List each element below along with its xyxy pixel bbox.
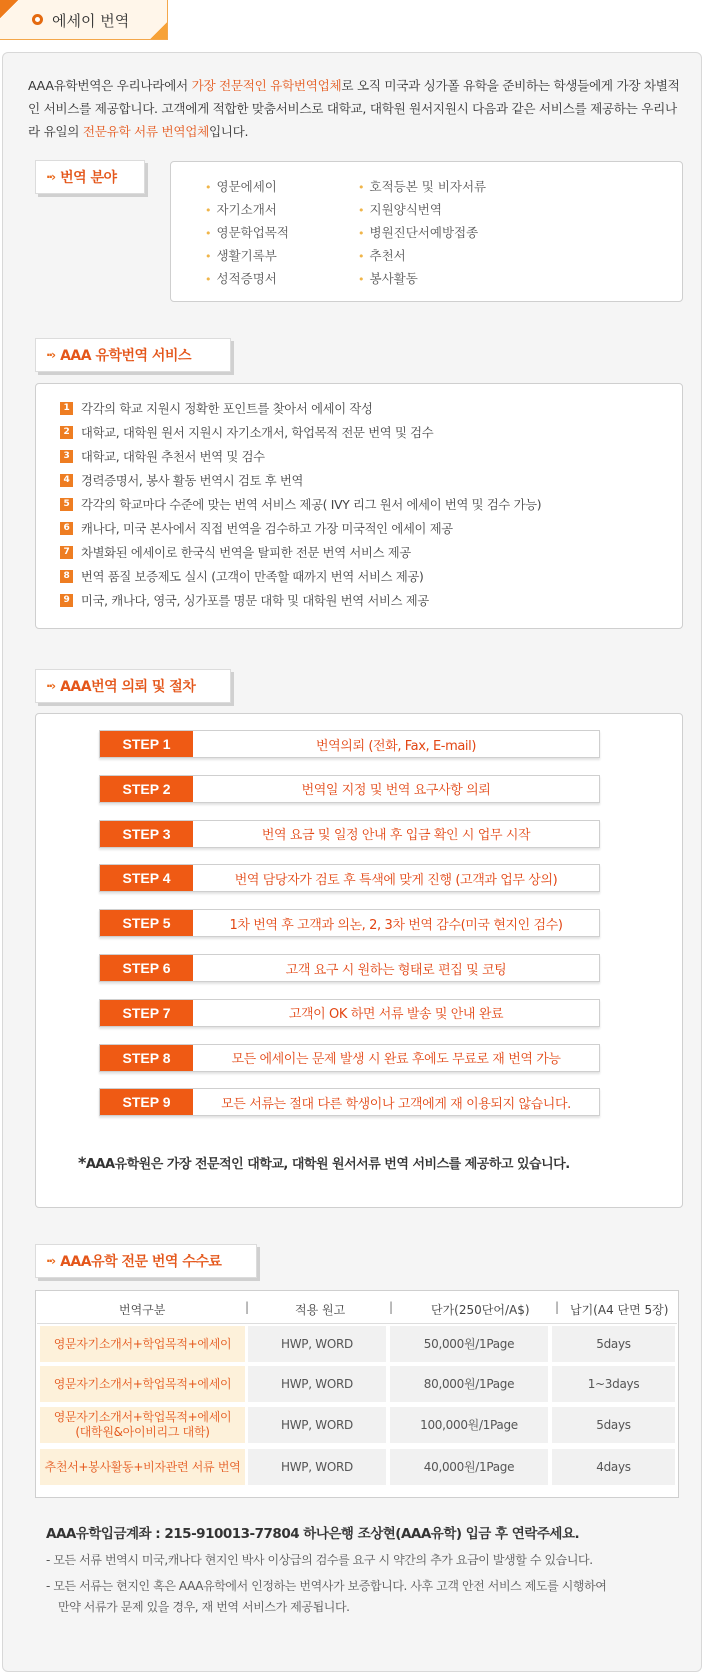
fee-cell-name — [40, 1366, 245, 1402]
step-text: 번역일 지정 및 번역 요구사항 의뢰 — [301, 783, 491, 799]
intro-text-2: 로 오직 미국과 싱가폴 유학을 준비하는 학생들에게 가장 차별적인 서비스를 제공합니다. 고객에게 적합한 맞춤서비스로 대학교, 대학원 원서지원시 다음과 같은 서비스를 제공하는 우리나라 유일의 — [28, 78, 680, 139]
fee-cell-price: 80,000원/1Page — [390, 1366, 548, 1402]
field-item: • 자기소개서 — [205, 199, 289, 222]
field-item: • 지원양식번역 — [358, 199, 486, 222]
step-row — [99, 1044, 600, 1072]
services-list — [60, 396, 541, 612]
service-item — [60, 516, 541, 540]
double-arrow-icon: ··› — [46, 1254, 55, 1268]
field-item: • 영문에세이 — [205, 176, 289, 199]
step-text: 고객이 OK 하면 서류 발송 및 안내 완료 — [288, 1007, 504, 1023]
step-row — [99, 775, 600, 803]
step-label: STEP 5 — [100, 910, 193, 936]
step-row — [99, 999, 600, 1027]
step-label: STEP 1 — [100, 731, 193, 757]
fee-cell-price: 50,000원/1Page — [390, 1326, 548, 1362]
services-section-label: AAA 유학번역 서비스 — [60, 348, 191, 364]
field-item: • 영문학업목적 — [205, 222, 289, 245]
fields-section-label: 번역 분야 — [60, 170, 117, 186]
service-text: 각각의 학교마다 수준에 맞는 번역 서비스 제공( IVY 리그 원서 에세이 번역 및 검수 가능) — [81, 498, 542, 512]
step-row — [99, 1088, 600, 1116]
procedure-note — [78, 1153, 570, 1172]
step-text: 1차 번역 후 고객과 의논, 2, 3차 번역 감수(미국 현지인 검수) — [229, 917, 563, 933]
step-row — [99, 820, 600, 848]
step-row — [99, 909, 600, 937]
step-row — [99, 730, 600, 758]
fees-section-label: AAA유학 전문 번역 수수료 — [60, 1254, 222, 1270]
double-arrow-icon: ··› — [46, 348, 55, 362]
service-text: 캐나다, 미국 본사에서 직접 번역을 검수하고 가장 미국적인 에세이 제공 — [81, 522, 453, 536]
fee-cell-name — [40, 1449, 245, 1485]
step-label: STEP 4 — [100, 865, 193, 891]
service-text: 각각의 학교 지원시 정확한 포인트를 찾아서 에세이 작성 — [81, 402, 373, 416]
number-badge-icon: 6 — [60, 522, 73, 535]
service-item — [60, 492, 541, 516]
field-item: • 생활기록부 — [205, 245, 289, 268]
step-text: 번역의뢰 (전화, Fax, E-mail) — [315, 738, 477, 754]
fee-cell-name — [40, 1407, 245, 1443]
fee-cell-due: 5days — [552, 1407, 675, 1443]
service-item — [60, 588, 541, 612]
bank-account-info: AAA유학입금계좌 : 215-910013-77804 하나은행 조상현(AAA유학) 입금 후 연락주세요. — [46, 1526, 580, 1542]
fee-cell-doc: HWP, WORD — [248, 1366, 386, 1402]
service-text: 경력증명서, 봉사 활동 번역시 검토 후 번역 — [81, 474, 304, 488]
intro-text-1: AAA유학번역은 우리나라에서 — [28, 78, 192, 93]
step-text: 모든 에세이는 문제 발생 시 완료 후에도 무료로 재 번역 가능 — [231, 1052, 561, 1068]
fees-table-header — [37, 1292, 677, 1324]
number-badge-icon: 3 — [60, 450, 73, 463]
step-row — [99, 954, 600, 982]
service-text: 미국, 캐나다, 영국, 싱가포를 명문 대학 및 대학원 번역 서비스 제공 — [81, 594, 429, 608]
fee-service-subname: (대학원&아이비리그 대학) — [75, 1425, 210, 1439]
header-category: 번역구분 — [119, 1303, 166, 1317]
number-badge-icon: 8 — [60, 570, 73, 583]
header-separator: | — [389, 1300, 394, 1314]
header-delivery: 납기(A4 단면 5장) — [570, 1303, 669, 1317]
fee-cell-price: 40,000원/1Page — [390, 1449, 548, 1485]
service-item — [60, 420, 541, 444]
step-label: STEP 7 — [100, 1000, 193, 1026]
fields-column-2 — [358, 176, 486, 291]
fee-service-name: 영문자기소개서+학업목적+에세이 — [53, 1376, 232, 1391]
step-label: STEP 8 — [100, 1045, 193, 1071]
header-tab — [0, 0, 168, 40]
fees-section-tab — [35, 1244, 257, 1278]
field-item: • 성적증명서 — [205, 268, 289, 291]
service-item — [60, 468, 541, 492]
number-badge-icon: 7 — [60, 546, 73, 559]
step-label: STEP 6 — [100, 955, 193, 981]
intro-highlight-2: 전문유학 서류 번역업체 — [82, 124, 209, 139]
fee-cell-price: 100,000원/1Page — [390, 1407, 548, 1443]
fee-cell-doc: HWP, WORD — [248, 1407, 386, 1443]
footer-note-2: - 모든 서류는 현지인 혹은 AAA유학에서 인정하는 번역사가 보증합니다. 사후 고객 안전 서비스 제도를 시행하여 — [46, 1579, 607, 1593]
double-arrow-icon: ··› — [46, 679, 55, 693]
fee-service-name: 영문자기소개서+학업목적+에세이 — [53, 1336, 232, 1351]
fee-cell-due: 4days — [552, 1449, 675, 1485]
fee-cell-due: 5days — [552, 1326, 675, 1362]
procedure-section-tab — [35, 669, 231, 703]
step-text: 번역 요금 및 일정 안내 후 입금 확인 시 업무 시작 — [261, 828, 531, 844]
number-badge-icon: 9 — [60, 594, 73, 607]
service-item — [60, 564, 541, 588]
step-text: 번역 담당자가 검토 후 특색에 맞게 진행 (고객과 업무 상의) — [234, 872, 558, 888]
fee-cell-doc: HWP, WORD — [248, 1326, 386, 1362]
service-item — [60, 540, 541, 564]
intro-text-3: 입니다. — [208, 124, 249, 139]
service-text: 차별화된 에세이로 한국식 번역을 탈피한 전문 번역 서비스 제공 — [81, 546, 411, 560]
services-section-tab — [35, 338, 231, 372]
fee-cell-name — [40, 1326, 245, 1362]
note-star: * — [78, 1153, 86, 1172]
number-badge-icon: 1 — [60, 402, 73, 415]
double-arrow-icon: ··› — [46, 170, 55, 184]
intro-paragraph — [28, 74, 683, 143]
header-separator: | — [555, 1300, 560, 1314]
fields-section-tab — [35, 160, 145, 194]
header-separator: | — [245, 1300, 250, 1314]
page-title: 에세이 번역 — [52, 12, 130, 30]
service-text: 번역 품질 보증제도 실시 (고객이 만족할 때까지 번역 서비스 제공) — [81, 570, 424, 584]
field-item: • 봉사활동 — [358, 268, 486, 291]
service-text: 대학교, 대학원 추천서 번역 및 검수 — [81, 450, 265, 464]
step-text: 모든 서류는 절대 다른 학생이나 고객에게 재 이용되지 않습니다. — [221, 1096, 571, 1112]
fee-service-name: 추천서+봉사활동+비자관련 서류 번역 — [44, 1459, 241, 1474]
fee-cell-due: 1~3days — [552, 1366, 675, 1402]
service-text: 대학교, 대학원 원서 지원시 자기소개서, 학업목적 전문 번역 및 검수 — [81, 426, 434, 440]
service-item — [60, 444, 541, 468]
field-item: • 추천서 — [358, 245, 486, 268]
step-text: 고객 요구 시 원하는 형태로 편집 및 코팅 — [285, 962, 507, 978]
circle-bullet-icon — [32, 14, 43, 25]
field-item: • 호적등본 및 비자서류 — [358, 176, 486, 199]
header-unit-price: 단가(250단어/A$) — [431, 1303, 530, 1317]
footer-note-1: - 모든 서류 번역시 미국,캐나다 현지인 박사 이상급의 검수를 요구 시 약간의 추가 요금이 발생할 수 있습니다. — [46, 1553, 593, 1567]
service-item — [60, 396, 541, 420]
procedure-section-label: AAA번역 의뢰 및 절차 — [60, 679, 196, 695]
fields-column-1 — [205, 176, 289, 291]
number-badge-icon: 4 — [60, 474, 73, 487]
step-label: STEP 3 — [100, 821, 193, 847]
number-badge-icon: 2 — [60, 426, 73, 439]
fee-service-name: 영문자기소개서+학업목적+에세이 — [53, 1410, 232, 1424]
field-item: • 병원진단서예방접종 — [358, 222, 486, 245]
fee-cell-doc: HWP, WORD — [248, 1449, 386, 1485]
note-text: AAA유학원은 가장 전문적인 대학교, 대학원 원서서류 번역 서비스를 제공하고 있습니다. — [85, 1157, 570, 1172]
step-label: STEP 9 — [100, 1089, 193, 1115]
number-badge-icon: 5 — [60, 498, 73, 511]
intro-highlight-1: 가장 전문적인 유학번역업체 — [191, 78, 342, 93]
step-row — [99, 864, 600, 892]
header-document: 적용 원고 — [295, 1303, 346, 1317]
step-label: STEP 2 — [100, 776, 193, 802]
footer-note-3: 만약 서류가 문제 있을 경우, 재 번역 서비스가 제공됩니다. — [58, 1600, 350, 1614]
